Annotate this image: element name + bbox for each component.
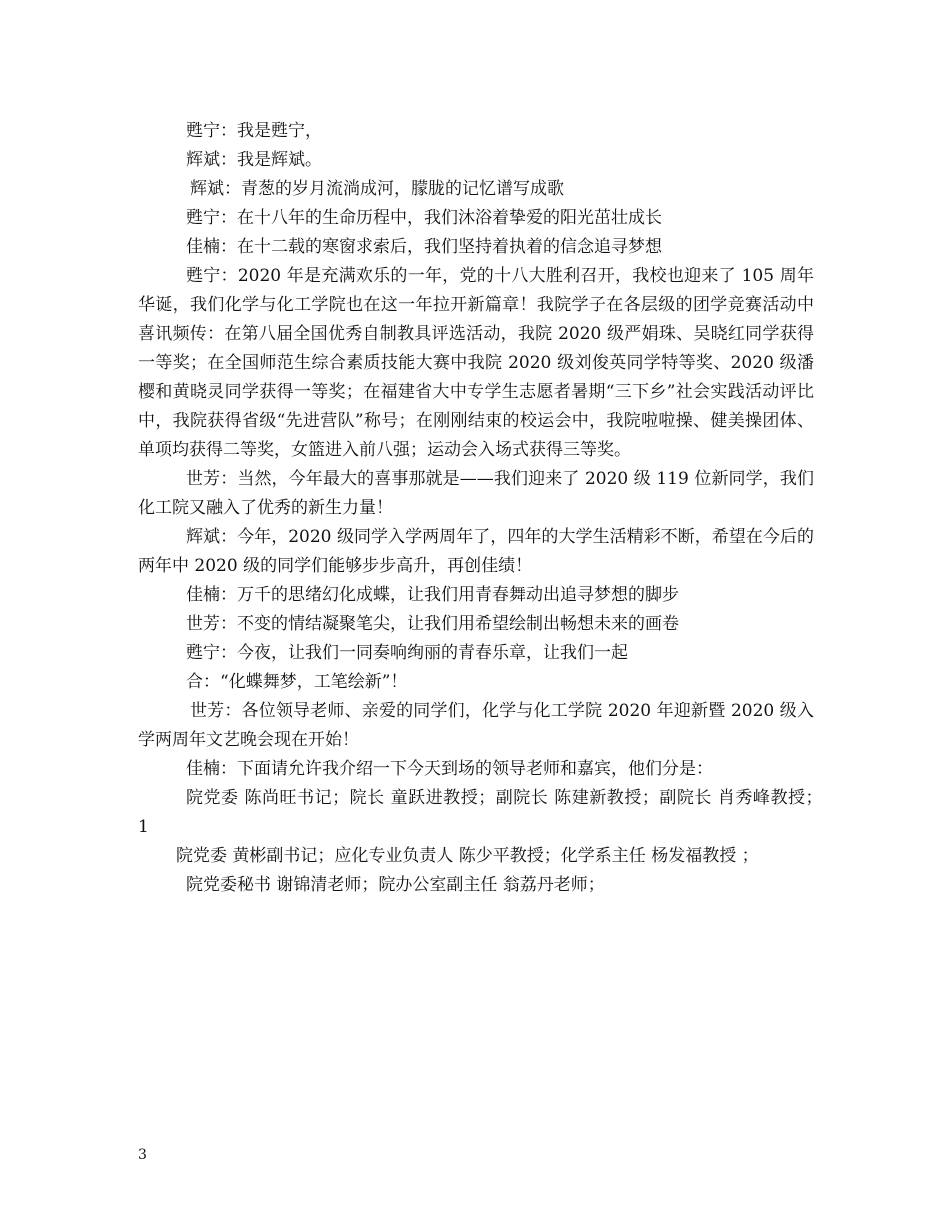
body-text xyxy=(138,117,837,900)
paragraph-6: 甦宁：2020 年是充满欢乐的一年，党的十八大胜利召开，我校也迎来了 105 周年华诞，我们化学与化工学院也在这一年拉开新篇章！我院学子在各层级的团学竞赛活动中喜讯频传：在第八届全国优秀自制教具评选活动，我院 2020 级严娟珠、吴晓红同学获得一等奖；在全国师范生综合素质技能大赛中我院 2020 级刘俊英同学特等奖、2020 级潘樱和黄晓灵同学获得一等奖；在福建省大中专学生志愿者暑期“三下乡”社会实践活动评比中，我院获得省级“先进营队”称号；在刚刚结束的校运会中，我院啦啦操、健美操团体、单项均获得二等奖，女篮进入前八强；运动会入场式获得三等奖。 xyxy=(138,266,814,460)
paragraph-4: 甦宁：在十八年的生命历程中，我们沐浴着挚爱的阳光茁壮成长 xyxy=(186,208,662,228)
paragraph-3: 辉斌：青葱的岁月流淌成河，朦胧的记忆谱写成歌 xyxy=(190,179,564,199)
paragraph-17: 院党委秘书 谢锦清老师；院办公室副主任 翁荔丹老师； xyxy=(186,875,605,895)
paragraph-8: 辉斌：今年，2020 级同学入学两周年了，四年的大学生活精彩不断，希望在今后的两年中 2020 级的同学们能够步步高升，再创佳绩！ xyxy=(138,527,814,576)
paragraph-14: 佳楠：下面请允许我介绍一下今天到场的领导老师和嘉宾，他们分是： xyxy=(186,759,713,779)
page-number: 3 xyxy=(138,1147,147,1163)
paragraph-15: 院党委 陈尚旺书记；院长 童跃进教授；副院长 陈建新教授；副院长 肖秀峰教授； 1 xyxy=(138,788,837,837)
paragraph-10: 世芳：不变的情结凝聚笔尖，让我们用希望绘制出畅想未来的画卷 xyxy=(186,614,679,634)
paragraph-2: 辉斌：我是辉斌。 xyxy=(186,150,322,170)
paragraph-5: 佳楠：在十二载的寒窗求索后，我们坚持着执着的信念追寻梦想 xyxy=(186,237,662,257)
paragraph-7: 世芳：当然，今年最大的喜事那就是——我们迎来了 2020 级 119 位新同学，我们化工院又融入了优秀的新生力量！ xyxy=(138,469,814,518)
paragraph-13: 世芳：各位领导老师、亲爱的同学们，化学与化工学院 2020 年迎新暨 2020 级入学两周年文艺晚会现在开始！ xyxy=(138,701,814,750)
paragraph-16: 院党委 黄彬副书记；应化专业负责人 陈少平教授；化学系主任 杨发福教授 ； xyxy=(176,846,759,866)
paragraph-12: 合：“化蝶舞梦，工笔绘新”！ xyxy=(186,672,408,692)
paragraph-1: 甦宁：我是甦宁， xyxy=(186,121,322,141)
paragraph-9: 佳楠：万千的思绪幻化成蝶，让我们用青春舞动出追寻梦想的脚步 xyxy=(186,585,679,605)
paragraph-11: 甦宁：今夜，让我们一同奏响绚丽的青春乐章，让我们一起 xyxy=(186,643,628,663)
